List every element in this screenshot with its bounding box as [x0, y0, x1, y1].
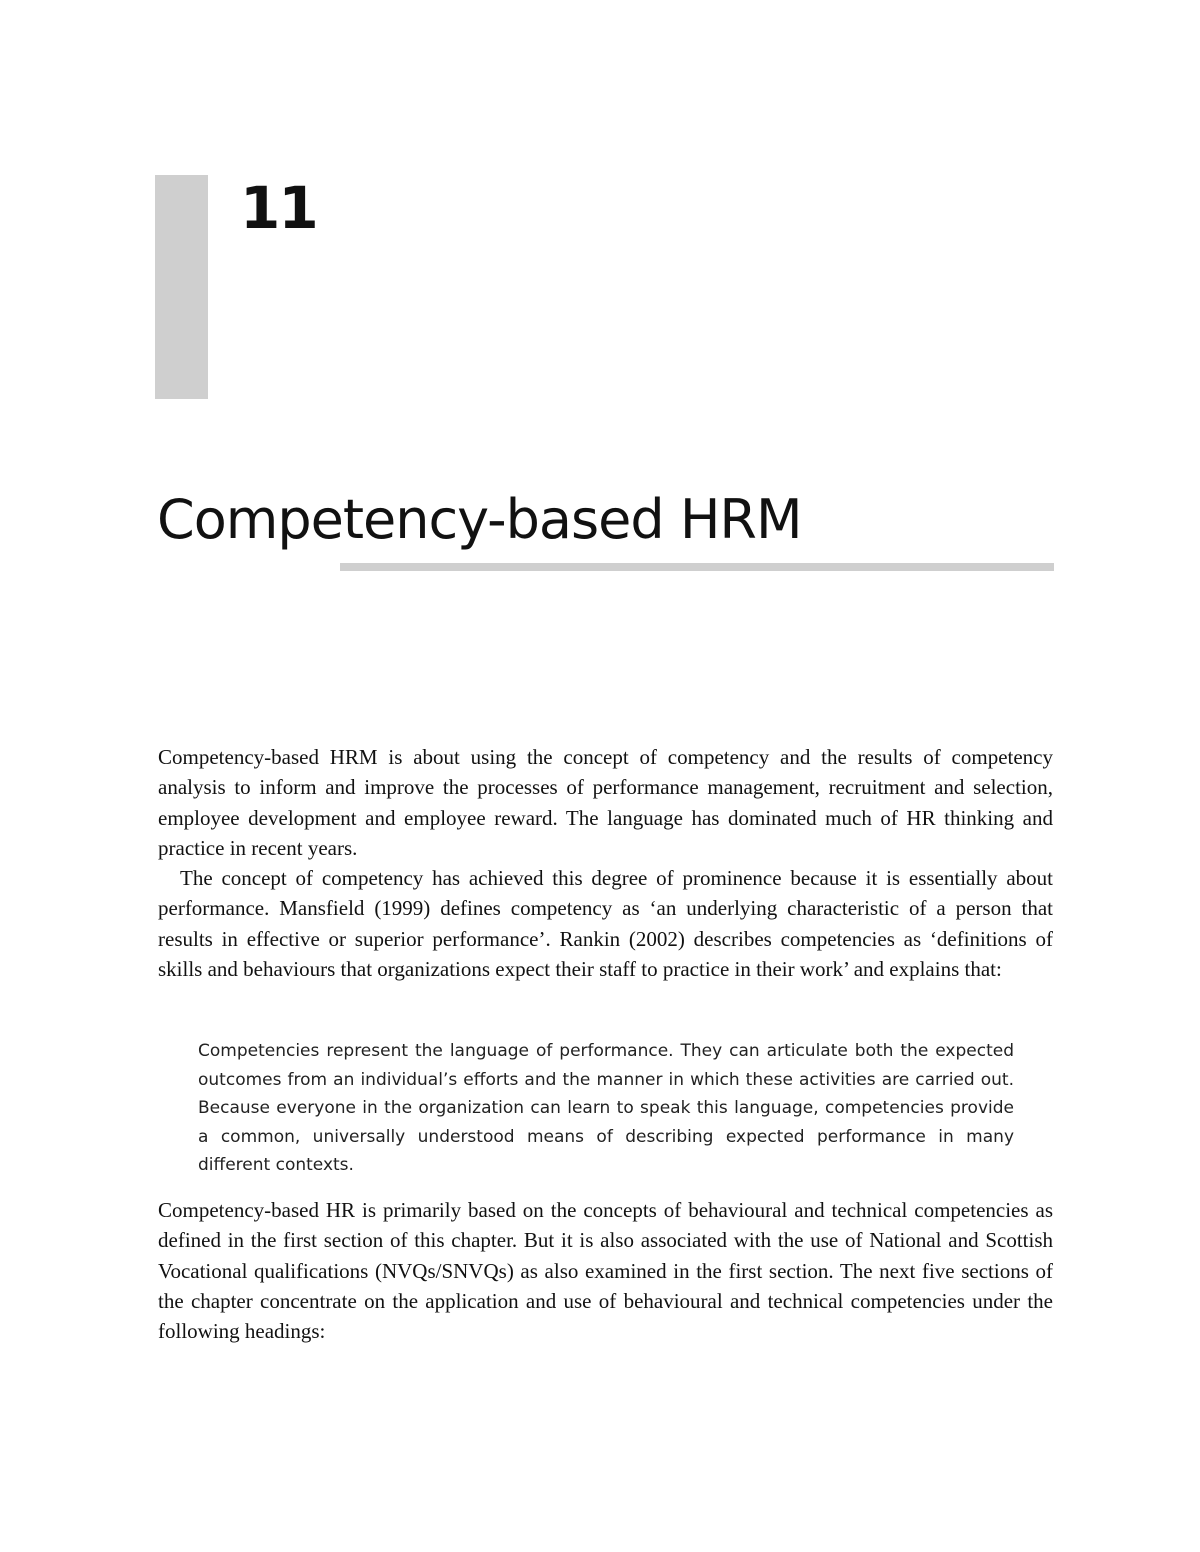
chapter-accent-bar	[155, 175, 208, 399]
chapter-number: 11	[240, 174, 317, 242]
paragraph-text: Competency-based HR is primarily based on the concepts of behavioural and technical competencies as defined in the first section of this chapter. But it is also associated with the use of National and Scottish Vocational qualifications (NVQs/SNVQs) as also examined in the first section. The next five sections of the chapter concentrate on the application and use of behavioural and technical competencies under the following headings:	[158, 1198, 1053, 1344]
paragraph-text: The concept of competency has achieved this degree of prominence because it is essentially about performance. Mansfield (1999) defines competency as ‘an underlying characteristic of a person that results in effective or superior performance’. Rankin (2002) describes competencies as ‘definitions of skills and behaviours that organizations expect their staff to practice in their work’ and explains that:	[158, 866, 1053, 981]
concept-paragraph	[158, 863, 1053, 984]
title-underline-rule	[340, 563, 1054, 571]
chapter-title: Competency-based HRM	[157, 488, 802, 551]
block-quote	[198, 1037, 1014, 1180]
quote-text: Competencies represent the language of performance. They can articulate both the expected outcomes from an individual’s efforts and the manner in which these activities are carried out. Because everyone in the organization can learn to speak this language, competencies provide a common, universally understood means of describing expected performance in many different contexts.	[198, 1041, 1014, 1175]
overview-paragraph	[158, 1195, 1053, 1346]
intro-paragraph	[158, 742, 1053, 863]
paragraph-text: Competency-based HRM is about using the concept of competency and the results of competency analysis to inform and improve the processes of performance management, recruitment and selection, employee development and employee reward. The language has dominated much of HR thinking and practice in recent years.	[158, 745, 1053, 860]
